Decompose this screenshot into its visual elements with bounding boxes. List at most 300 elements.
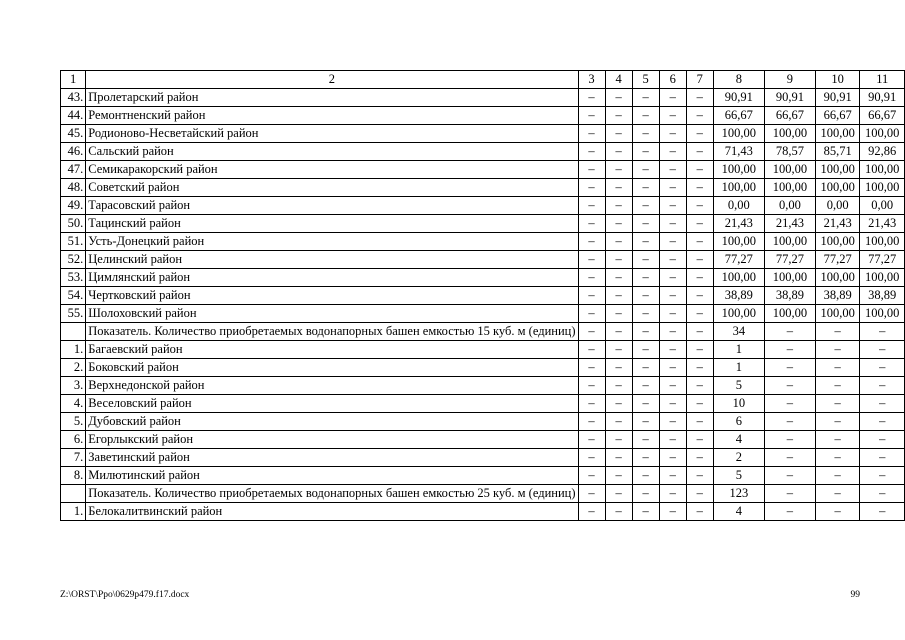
table-row	[61, 503, 905, 521]
value-cell: –	[764, 323, 815, 341]
value-cell: –	[659, 125, 686, 143]
value-cell: –	[632, 233, 659, 251]
value-cell: –	[605, 341, 632, 359]
row-number: 5.	[61, 413, 86, 431]
value-cell: –	[605, 269, 632, 287]
district-name: Егорлыкский район	[86, 431, 578, 449]
value-cell: –	[632, 503, 659, 521]
value-cell: –	[605, 431, 632, 449]
value-cell: –	[659, 287, 686, 305]
value-cell: 100,00	[764, 161, 815, 179]
value-cell: –	[686, 305, 713, 323]
value-cell: –	[632, 359, 659, 377]
value-cell: –	[686, 179, 713, 197]
district-name: Белокалитвинский район	[86, 503, 578, 521]
table-row	[61, 269, 905, 287]
header-cell: 4	[605, 71, 632, 89]
value-cell: –	[686, 287, 713, 305]
value-cell: –	[605, 251, 632, 269]
value-cell: –	[632, 431, 659, 449]
header-cell: 5	[632, 71, 659, 89]
value-cell: –	[860, 413, 905, 431]
row-number: 53.	[61, 269, 86, 287]
value-cell: –	[632, 125, 659, 143]
value-cell: 100,00	[764, 179, 815, 197]
value-cell: 92,86	[860, 143, 905, 161]
value-cell: –	[632, 161, 659, 179]
value-cell: 66,67	[815, 107, 860, 125]
value-cell: –	[764, 431, 815, 449]
value-cell: 100,00	[815, 179, 860, 197]
footer-page-number: 99	[850, 590, 860, 600]
value-cell: –	[815, 485, 860, 503]
value-cell: 100,00	[815, 125, 860, 143]
value-cell: 71,43	[713, 143, 764, 161]
value-cell: –	[605, 305, 632, 323]
value-cell: 90,91	[764, 89, 815, 107]
table-row	[61, 359, 905, 377]
value-cell: 38,89	[764, 287, 815, 305]
value-cell: –	[659, 413, 686, 431]
value-cell: –	[578, 287, 605, 305]
value-cell: –	[605, 89, 632, 107]
value-cell: –	[578, 449, 605, 467]
row-number: 43.	[61, 89, 86, 107]
indicator-description: Показатель. Количество приобретаемых водонапорных башен емкостью 25 куб. м (единиц)	[86, 485, 578, 503]
value-cell: –	[659, 503, 686, 521]
value-cell: –	[605, 107, 632, 125]
value-cell: –	[632, 287, 659, 305]
indicator-row	[61, 323, 905, 341]
row-number: 8.	[61, 467, 86, 485]
indicator-description: Показатель. Количество приобретаемых водонапорных башен емкостью 15 куб. м (единиц)	[86, 323, 578, 341]
value-cell: 10	[713, 395, 764, 413]
value-cell: 21,43	[860, 215, 905, 233]
value-cell: –	[815, 467, 860, 485]
value-cell: –	[686, 485, 713, 503]
value-cell: –	[632, 377, 659, 395]
value-cell: –	[632, 251, 659, 269]
value-cell: –	[815, 431, 860, 449]
value-cell: –	[632, 341, 659, 359]
value-cell: 100,00	[764, 269, 815, 287]
row-number: 44.	[61, 107, 86, 125]
value-cell: 66,67	[860, 107, 905, 125]
table-row	[61, 197, 905, 215]
value-cell: 77,27	[764, 251, 815, 269]
district-name: Шолоховский район	[86, 305, 578, 323]
value-cell: –	[605, 485, 632, 503]
value-cell: –	[686, 377, 713, 395]
value-cell: 6	[713, 413, 764, 431]
value-cell: 38,89	[815, 287, 860, 305]
value-cell: 38,89	[860, 287, 905, 305]
district-name: Целинский район	[86, 251, 578, 269]
value-cell: –	[659, 395, 686, 413]
value-cell: 1	[713, 341, 764, 359]
value-cell: –	[860, 341, 905, 359]
value-cell: –	[764, 485, 815, 503]
value-cell: –	[659, 467, 686, 485]
value-cell: –	[605, 287, 632, 305]
value-cell: 77,27	[713, 251, 764, 269]
value-cell: 100,00	[764, 233, 815, 251]
value-cell: –	[605, 503, 632, 521]
value-cell: 90,91	[713, 89, 764, 107]
value-cell: 100,00	[815, 161, 860, 179]
value-cell: 90,91	[860, 89, 905, 107]
value-cell: –	[578, 179, 605, 197]
row-number: 49.	[61, 197, 86, 215]
value-cell: 123	[713, 485, 764, 503]
row-number: 6.	[61, 431, 86, 449]
value-cell: 0,00	[764, 197, 815, 215]
value-cell: 100,00	[860, 161, 905, 179]
data-table	[60, 70, 905, 521]
value-cell: 66,67	[713, 107, 764, 125]
row-number: 55.	[61, 305, 86, 323]
value-cell: –	[686, 413, 713, 431]
value-cell: –	[578, 125, 605, 143]
value-cell: 100,00	[713, 233, 764, 251]
value-cell: 100,00	[713, 305, 764, 323]
value-cell: –	[686, 197, 713, 215]
value-cell: –	[686, 161, 713, 179]
value-cell: –	[605, 179, 632, 197]
value-cell: –	[605, 377, 632, 395]
value-cell: –	[686, 323, 713, 341]
value-cell: –	[764, 341, 815, 359]
value-cell: –	[686, 89, 713, 107]
district-name: Усть-Донецкий район	[86, 233, 578, 251]
value-cell: –	[659, 215, 686, 233]
value-cell: –	[632, 395, 659, 413]
value-cell: –	[578, 305, 605, 323]
row-number: 54.	[61, 287, 86, 305]
table-row	[61, 287, 905, 305]
header-cell: 9	[764, 71, 815, 89]
value-cell: –	[860, 449, 905, 467]
row-number	[61, 485, 86, 503]
value-cell: 0,00	[860, 197, 905, 215]
value-cell: –	[605, 395, 632, 413]
value-cell: –	[659, 197, 686, 215]
district-name: Сальский район	[86, 143, 578, 161]
value-cell: 100,00	[860, 305, 905, 323]
value-cell: –	[815, 359, 860, 377]
value-cell: –	[815, 323, 860, 341]
value-cell: –	[860, 431, 905, 449]
header-cell: 10	[815, 71, 860, 89]
value-cell: –	[578, 89, 605, 107]
value-cell: –	[686, 251, 713, 269]
table-row	[61, 89, 905, 107]
row-number: 46.	[61, 143, 86, 161]
value-cell: –	[686, 125, 713, 143]
value-cell: 0,00	[713, 197, 764, 215]
value-cell: –	[659, 161, 686, 179]
district-name: Милютинский район	[86, 467, 578, 485]
value-cell: 100,00	[815, 305, 860, 323]
value-cell: –	[578, 467, 605, 485]
value-cell: –	[815, 449, 860, 467]
value-cell: –	[578, 107, 605, 125]
value-cell: 78,57	[764, 143, 815, 161]
value-cell: 100,00	[713, 269, 764, 287]
header-cell: 7	[686, 71, 713, 89]
value-cell: 0,00	[815, 197, 860, 215]
row-number: 2.	[61, 359, 86, 377]
value-cell: 2	[713, 449, 764, 467]
value-cell: –	[632, 449, 659, 467]
value-cell: –	[659, 251, 686, 269]
value-cell: 100,00	[815, 269, 860, 287]
value-cell: 85,71	[815, 143, 860, 161]
value-cell: –	[632, 179, 659, 197]
header-row	[61, 71, 905, 89]
table-row	[61, 125, 905, 143]
value-cell: –	[605, 323, 632, 341]
value-cell: –	[605, 215, 632, 233]
value-cell: 100,00	[764, 125, 815, 143]
value-cell: –	[764, 413, 815, 431]
value-cell: –	[578, 161, 605, 179]
district-name: Тацинский район	[86, 215, 578, 233]
value-cell: –	[578, 143, 605, 161]
value-cell: –	[764, 377, 815, 395]
value-cell: –	[578, 377, 605, 395]
value-cell: –	[605, 143, 632, 161]
table-row	[61, 431, 905, 449]
district-name: Багаевский район	[86, 341, 578, 359]
value-cell: –	[605, 197, 632, 215]
indicator-row	[61, 485, 905, 503]
district-name: Веселовский район	[86, 395, 578, 413]
value-cell: 100,00	[815, 233, 860, 251]
value-cell: 100,00	[713, 161, 764, 179]
table-row	[61, 377, 905, 395]
value-cell: 100,00	[713, 179, 764, 197]
value-cell: –	[632, 485, 659, 503]
value-cell: –	[632, 215, 659, 233]
header-cell: 3	[578, 71, 605, 89]
value-cell: 100,00	[860, 125, 905, 143]
value-cell: 38,89	[713, 287, 764, 305]
value-cell: –	[632, 143, 659, 161]
district-name: Ремонтненский район	[86, 107, 578, 125]
value-cell: –	[578, 431, 605, 449]
header-cell: 1	[61, 71, 86, 89]
value-cell: 100,00	[764, 305, 815, 323]
value-cell: –	[578, 197, 605, 215]
value-cell: –	[860, 395, 905, 413]
header-cell: 8	[713, 71, 764, 89]
value-cell: –	[659, 89, 686, 107]
table-row	[61, 341, 905, 359]
value-cell: 21,43	[713, 215, 764, 233]
header-cell: 6	[659, 71, 686, 89]
value-cell: –	[686, 233, 713, 251]
value-cell: –	[632, 107, 659, 125]
value-cell: –	[605, 467, 632, 485]
value-cell: 90,91	[815, 89, 860, 107]
value-cell: 4	[713, 431, 764, 449]
value-cell: –	[815, 413, 860, 431]
value-cell: –	[686, 215, 713, 233]
value-cell: –	[860, 323, 905, 341]
value-cell: –	[659, 233, 686, 251]
value-cell: –	[815, 377, 860, 395]
value-cell: –	[578, 485, 605, 503]
value-cell: 21,43	[764, 215, 815, 233]
value-cell: 21,43	[815, 215, 860, 233]
value-cell: –	[764, 359, 815, 377]
row-number: 45.	[61, 125, 86, 143]
value-cell: –	[686, 395, 713, 413]
district-name: Чертковский район	[86, 287, 578, 305]
value-cell: –	[659, 323, 686, 341]
value-cell: –	[686, 269, 713, 287]
value-cell: –	[860, 377, 905, 395]
value-cell: –	[632, 413, 659, 431]
table-row	[61, 251, 905, 269]
value-cell: –	[578, 251, 605, 269]
value-cell: 5	[713, 377, 764, 395]
value-cell: –	[860, 485, 905, 503]
value-cell: –	[659, 305, 686, 323]
value-cell: –	[686, 449, 713, 467]
value-cell: –	[686, 143, 713, 161]
value-cell: –	[659, 449, 686, 467]
value-cell: –	[764, 503, 815, 521]
value-cell: –	[632, 197, 659, 215]
value-cell: –	[659, 359, 686, 377]
value-cell: –	[578, 359, 605, 377]
district-name: Заветинский район	[86, 449, 578, 467]
value-cell: –	[578, 413, 605, 431]
value-cell: –	[659, 341, 686, 359]
value-cell: –	[605, 233, 632, 251]
value-cell: –	[815, 341, 860, 359]
value-cell: 66,67	[764, 107, 815, 125]
district-name: Семикаракорский район	[86, 161, 578, 179]
value-cell: 5	[713, 467, 764, 485]
value-cell: –	[686, 467, 713, 485]
row-number: 48.	[61, 179, 86, 197]
value-cell: –	[578, 233, 605, 251]
row-number: 1.	[61, 503, 86, 521]
value-cell: –	[578, 215, 605, 233]
value-cell: –	[860, 359, 905, 377]
table-row	[61, 107, 905, 125]
value-cell: –	[686, 503, 713, 521]
value-cell: –	[659, 485, 686, 503]
value-cell: –	[659, 431, 686, 449]
value-cell: –	[578, 269, 605, 287]
district-name: Пролетарский район	[86, 89, 578, 107]
table-row	[61, 395, 905, 413]
value-cell: 77,27	[860, 251, 905, 269]
value-cell: –	[578, 323, 605, 341]
value-cell: –	[659, 107, 686, 125]
row-number: 51.	[61, 233, 86, 251]
district-name: Советский район	[86, 179, 578, 197]
value-cell: –	[578, 341, 605, 359]
value-cell: 1	[713, 359, 764, 377]
row-number: 3.	[61, 377, 86, 395]
value-cell: 100,00	[860, 233, 905, 251]
value-cell: –	[605, 125, 632, 143]
value-cell: 34	[713, 323, 764, 341]
value-cell: –	[815, 503, 860, 521]
district-name: Боковский район	[86, 359, 578, 377]
value-cell: –	[686, 341, 713, 359]
value-cell: –	[686, 431, 713, 449]
table-row	[61, 233, 905, 251]
value-cell: –	[632, 305, 659, 323]
value-cell: –	[578, 503, 605, 521]
district-name: Дубовский район	[86, 413, 578, 431]
value-cell: –	[860, 467, 905, 485]
district-name: Тарасовский район	[86, 197, 578, 215]
value-cell: –	[632, 89, 659, 107]
row-number: 1.	[61, 341, 86, 359]
value-cell: –	[815, 395, 860, 413]
table-row	[61, 179, 905, 197]
value-cell: 4	[713, 503, 764, 521]
value-cell: –	[632, 323, 659, 341]
value-cell: –	[686, 107, 713, 125]
value-cell: –	[659, 377, 686, 395]
value-cell: –	[605, 413, 632, 431]
table-row	[61, 467, 905, 485]
value-cell: –	[578, 395, 605, 413]
row-number	[61, 323, 86, 341]
footer-file-path: Z:\ORST\Ppo\0629p479.f17.docx	[60, 590, 190, 600]
value-cell: –	[632, 467, 659, 485]
value-cell: –	[605, 359, 632, 377]
value-cell: –	[764, 449, 815, 467]
row-number: 7.	[61, 449, 86, 467]
district-name: Верхнедонской район	[86, 377, 578, 395]
row-number: 47.	[61, 161, 86, 179]
value-cell: 100,00	[860, 179, 905, 197]
district-name: Цимлянский район	[86, 269, 578, 287]
row-number: 50.	[61, 215, 86, 233]
value-cell: –	[764, 467, 815, 485]
value-cell: –	[632, 269, 659, 287]
row-number: 4.	[61, 395, 86, 413]
table-row	[61, 215, 905, 233]
value-cell: –	[605, 449, 632, 467]
value-cell: –	[659, 269, 686, 287]
value-cell: –	[764, 395, 815, 413]
value-cell: 100,00	[713, 125, 764, 143]
value-cell: –	[605, 161, 632, 179]
value-cell: –	[860, 503, 905, 521]
table-row	[61, 449, 905, 467]
header-cell: 11	[860, 71, 905, 89]
value-cell: 77,27	[815, 251, 860, 269]
value-cell: –	[686, 359, 713, 377]
table-row	[61, 161, 905, 179]
value-cell: –	[659, 179, 686, 197]
row-number: 52.	[61, 251, 86, 269]
header-cell: 2	[86, 71, 578, 89]
table-row	[61, 305, 905, 323]
value-cell: –	[659, 143, 686, 161]
table-row	[61, 413, 905, 431]
